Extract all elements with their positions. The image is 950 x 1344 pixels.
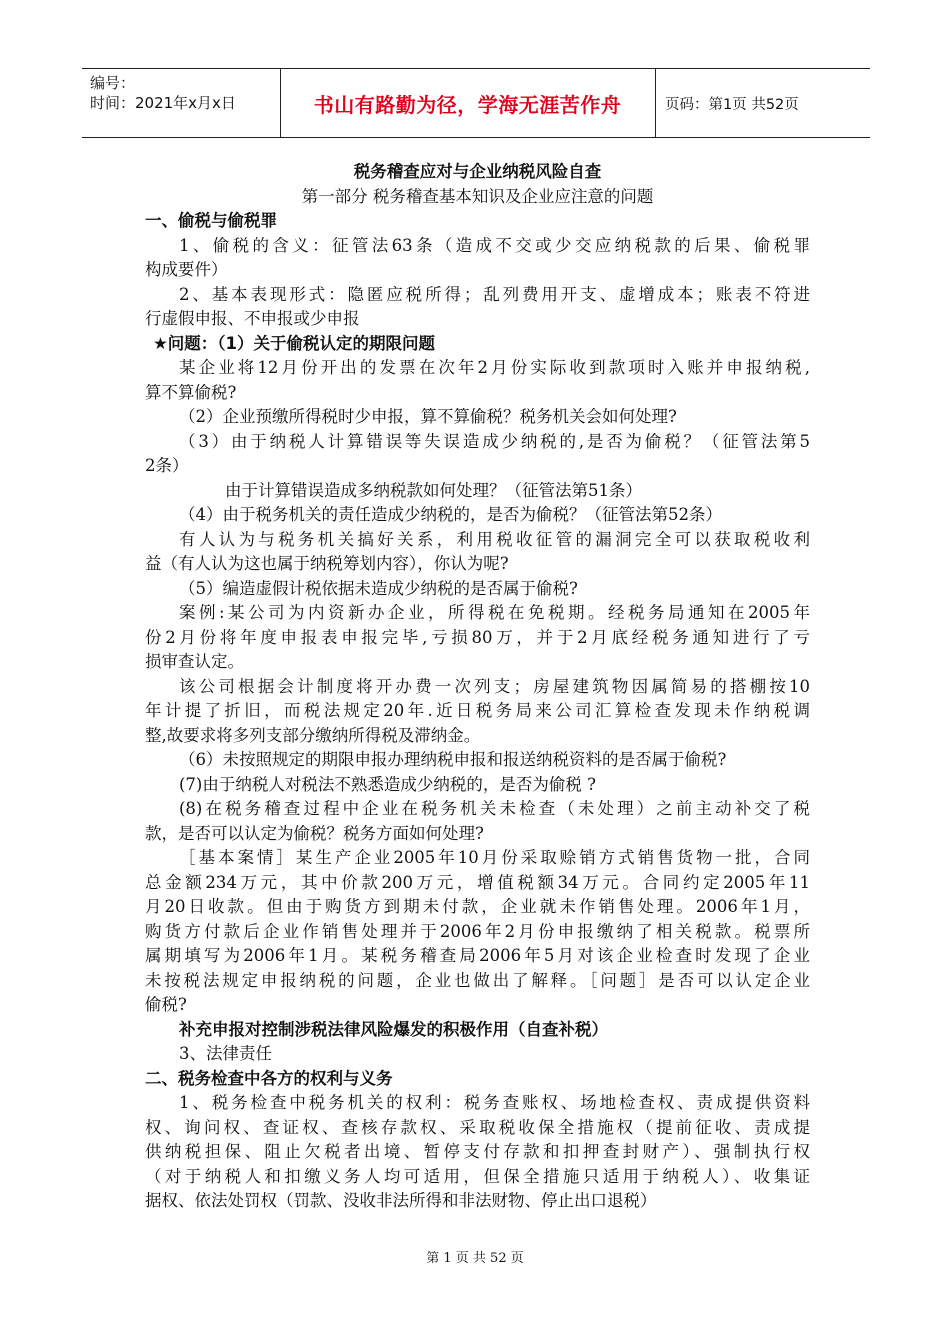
header-meta xyxy=(90,73,236,113)
paragraph-line: 供纳税担保、阻止欠税者出境、暂停支付存款和扣押查封财产）、强制执行权 xyxy=(145,1142,810,1161)
paragraph-line: 某企业将12月份开出的发票在次年2月份实际收到款项时入账并申报纳税, xyxy=(179,358,810,377)
paragraph-line: 2条） xyxy=(145,456,189,475)
paragraph-line: 2、基本表现形式：隐匿应税所得；乱列费用开支、虚增成本；账表不符进 xyxy=(179,284,810,304)
paragraph-line: （4）由于税务机关的责任造成少纳税的，是否为偷税？（征管法第52条） xyxy=(179,505,722,524)
paragraph-line: （2）企业预缴所得税时少申报，算不算偷税？税务机关会如何处理? xyxy=(179,407,677,426)
paragraph-line: 整,故要求将多列支部分缴纳所得税及滞纳金。 xyxy=(145,725,481,745)
section-heading: 二、税务检查中各方的权利与义务 xyxy=(145,1068,393,1088)
paragraph-line: (7)由于纳税人对税法不熟悉造成少纳税的，是否为偷税 ? xyxy=(179,774,596,794)
header-table xyxy=(82,68,870,138)
doc-title: 税务稽查应对与企业纳税风险自查 xyxy=(353,162,602,181)
paragraph-line: 益（有人认为这也属于纳税筹划内容），你认为呢? xyxy=(145,554,509,573)
paragraph-line: ［基本案情］某生产企业2005年10月份采取赊销方式销售货物一批，合同 xyxy=(179,848,810,867)
paragraph-line: 购货方付款后企业作销售处理并于2006年2月份申报缴纳了相关税款。税票所 xyxy=(145,921,810,941)
question-heading: ★问题：（1）关于偷税认定的期限问题 xyxy=(153,333,436,353)
paragraph-line: (8)在税务稽查过程中企业在税务机关未检查（未处理）之前主动补交了税 xyxy=(179,799,810,818)
paragraph-line: 由于计算错误造成多纳税款如何处理？（征管法第51条） xyxy=(225,480,642,500)
code-label: 编号： xyxy=(90,74,136,92)
paragraph-line: 1、偷税的含义：征管法63条（造成不交或少交应纳税款的后果、偷税罪 xyxy=(179,235,810,255)
page-footer: 第 1 页 共 52 页 xyxy=(426,1251,524,1266)
bold-paragraph: 补充申报对控制涉税法律风险爆发的积极作用（自查补税） xyxy=(179,1019,608,1039)
paragraph-line: 年计提了折旧，而税法规定20年.近日税务局来公司汇算检查发现未作纳税调 xyxy=(145,701,810,720)
paragraph-line: （3）由于纳税人计算错误等失误造成少纳税的,是否为偷税？（征管法第5 xyxy=(179,431,810,451)
paragraph-line: 属期填写为2006年1月。某税务稽查局2006年5月对该企业检查时发现了企业 xyxy=(145,946,810,965)
motto: 书山有路勤为径，学海无涯苦作舟 xyxy=(313,93,622,117)
paragraph-line: 行虚假申报、不申报或少申报 xyxy=(145,309,360,328)
paragraph-line: （5）编造虚假计税依据未造成少纳税的是否属于偷税? xyxy=(179,578,578,598)
section-heading: 一、偷税与偷税罪 xyxy=(145,211,277,230)
paragraph-line: 损审查认定。 xyxy=(145,652,244,671)
header-divider xyxy=(655,69,656,137)
case-line: 案例:某公司为内资新办企业，所得税在免税期。经税务局通知在2005年 xyxy=(179,603,810,622)
page-info: 页码：第1页 共52页 xyxy=(665,97,799,113)
paragraph-line: 该公司根据会计制度将开办费一次列支；房屋建筑物因属简易的搭棚按10 xyxy=(179,676,810,696)
paragraph-line: 月20日收款。但由于购货方到期未付款，企业就未作销售处理。2006年1月， xyxy=(145,897,810,916)
paragraph-line: 总金额234万元，其中价款200万元，增值税额34万元。合同约定2005年11 xyxy=(145,872,810,892)
paragraph-line: 据权、依法处罚权（罚款、没收非法所得和非法财物、停止出口退税） xyxy=(145,1191,657,1210)
paragraph-line: 份2月份将年度申报表申报完毕,亏损80万，并于2月底经税务通知进行了亏 xyxy=(145,627,810,647)
doc-subtitle: 第一部分 税务稽查基本知识及企业应注意的问题 xyxy=(301,186,654,206)
paragraph-line: 3、法律责任 xyxy=(179,1044,272,1063)
paragraph-line: 构成要件） xyxy=(145,260,228,279)
paragraph-line: 算不算偷税? xyxy=(145,382,237,402)
paragraph-line: 未按税法规定申报纳税的问题，企业也做出了解释。［问题］是否可以认定企业 xyxy=(145,970,810,990)
paragraph-line: 款，是否可以认定为偷税？税务方面如何处理? xyxy=(145,823,484,843)
paragraph-line: 权、询问权、查证权、查核存款权、采取税收保全措施权（提前征收、责成提 xyxy=(145,1117,810,1137)
paragraph-line: 有人认为与税务机关搞好关系，利用税收征管的漏洞完全可以获取税收利 xyxy=(179,529,810,549)
paragraph-line: （6）未按照规定的期限申报办理纳税申报和报送纳税资料的是否属于偷税? xyxy=(179,750,727,769)
paragraph-line: （对于纳税人和扣缴义务人均可适用，但保全措施只适用于纳税人）、收集证 xyxy=(145,1166,810,1186)
document-body xyxy=(145,160,810,1214)
paragraph-line: 1、税务检查中税务机关的权利：税务查账权、场地检查权、责成提供资料 xyxy=(179,1093,810,1112)
time-label: 时间：2021年x月x日 xyxy=(90,94,236,112)
paragraph-line: 偷税? xyxy=(145,995,187,1014)
